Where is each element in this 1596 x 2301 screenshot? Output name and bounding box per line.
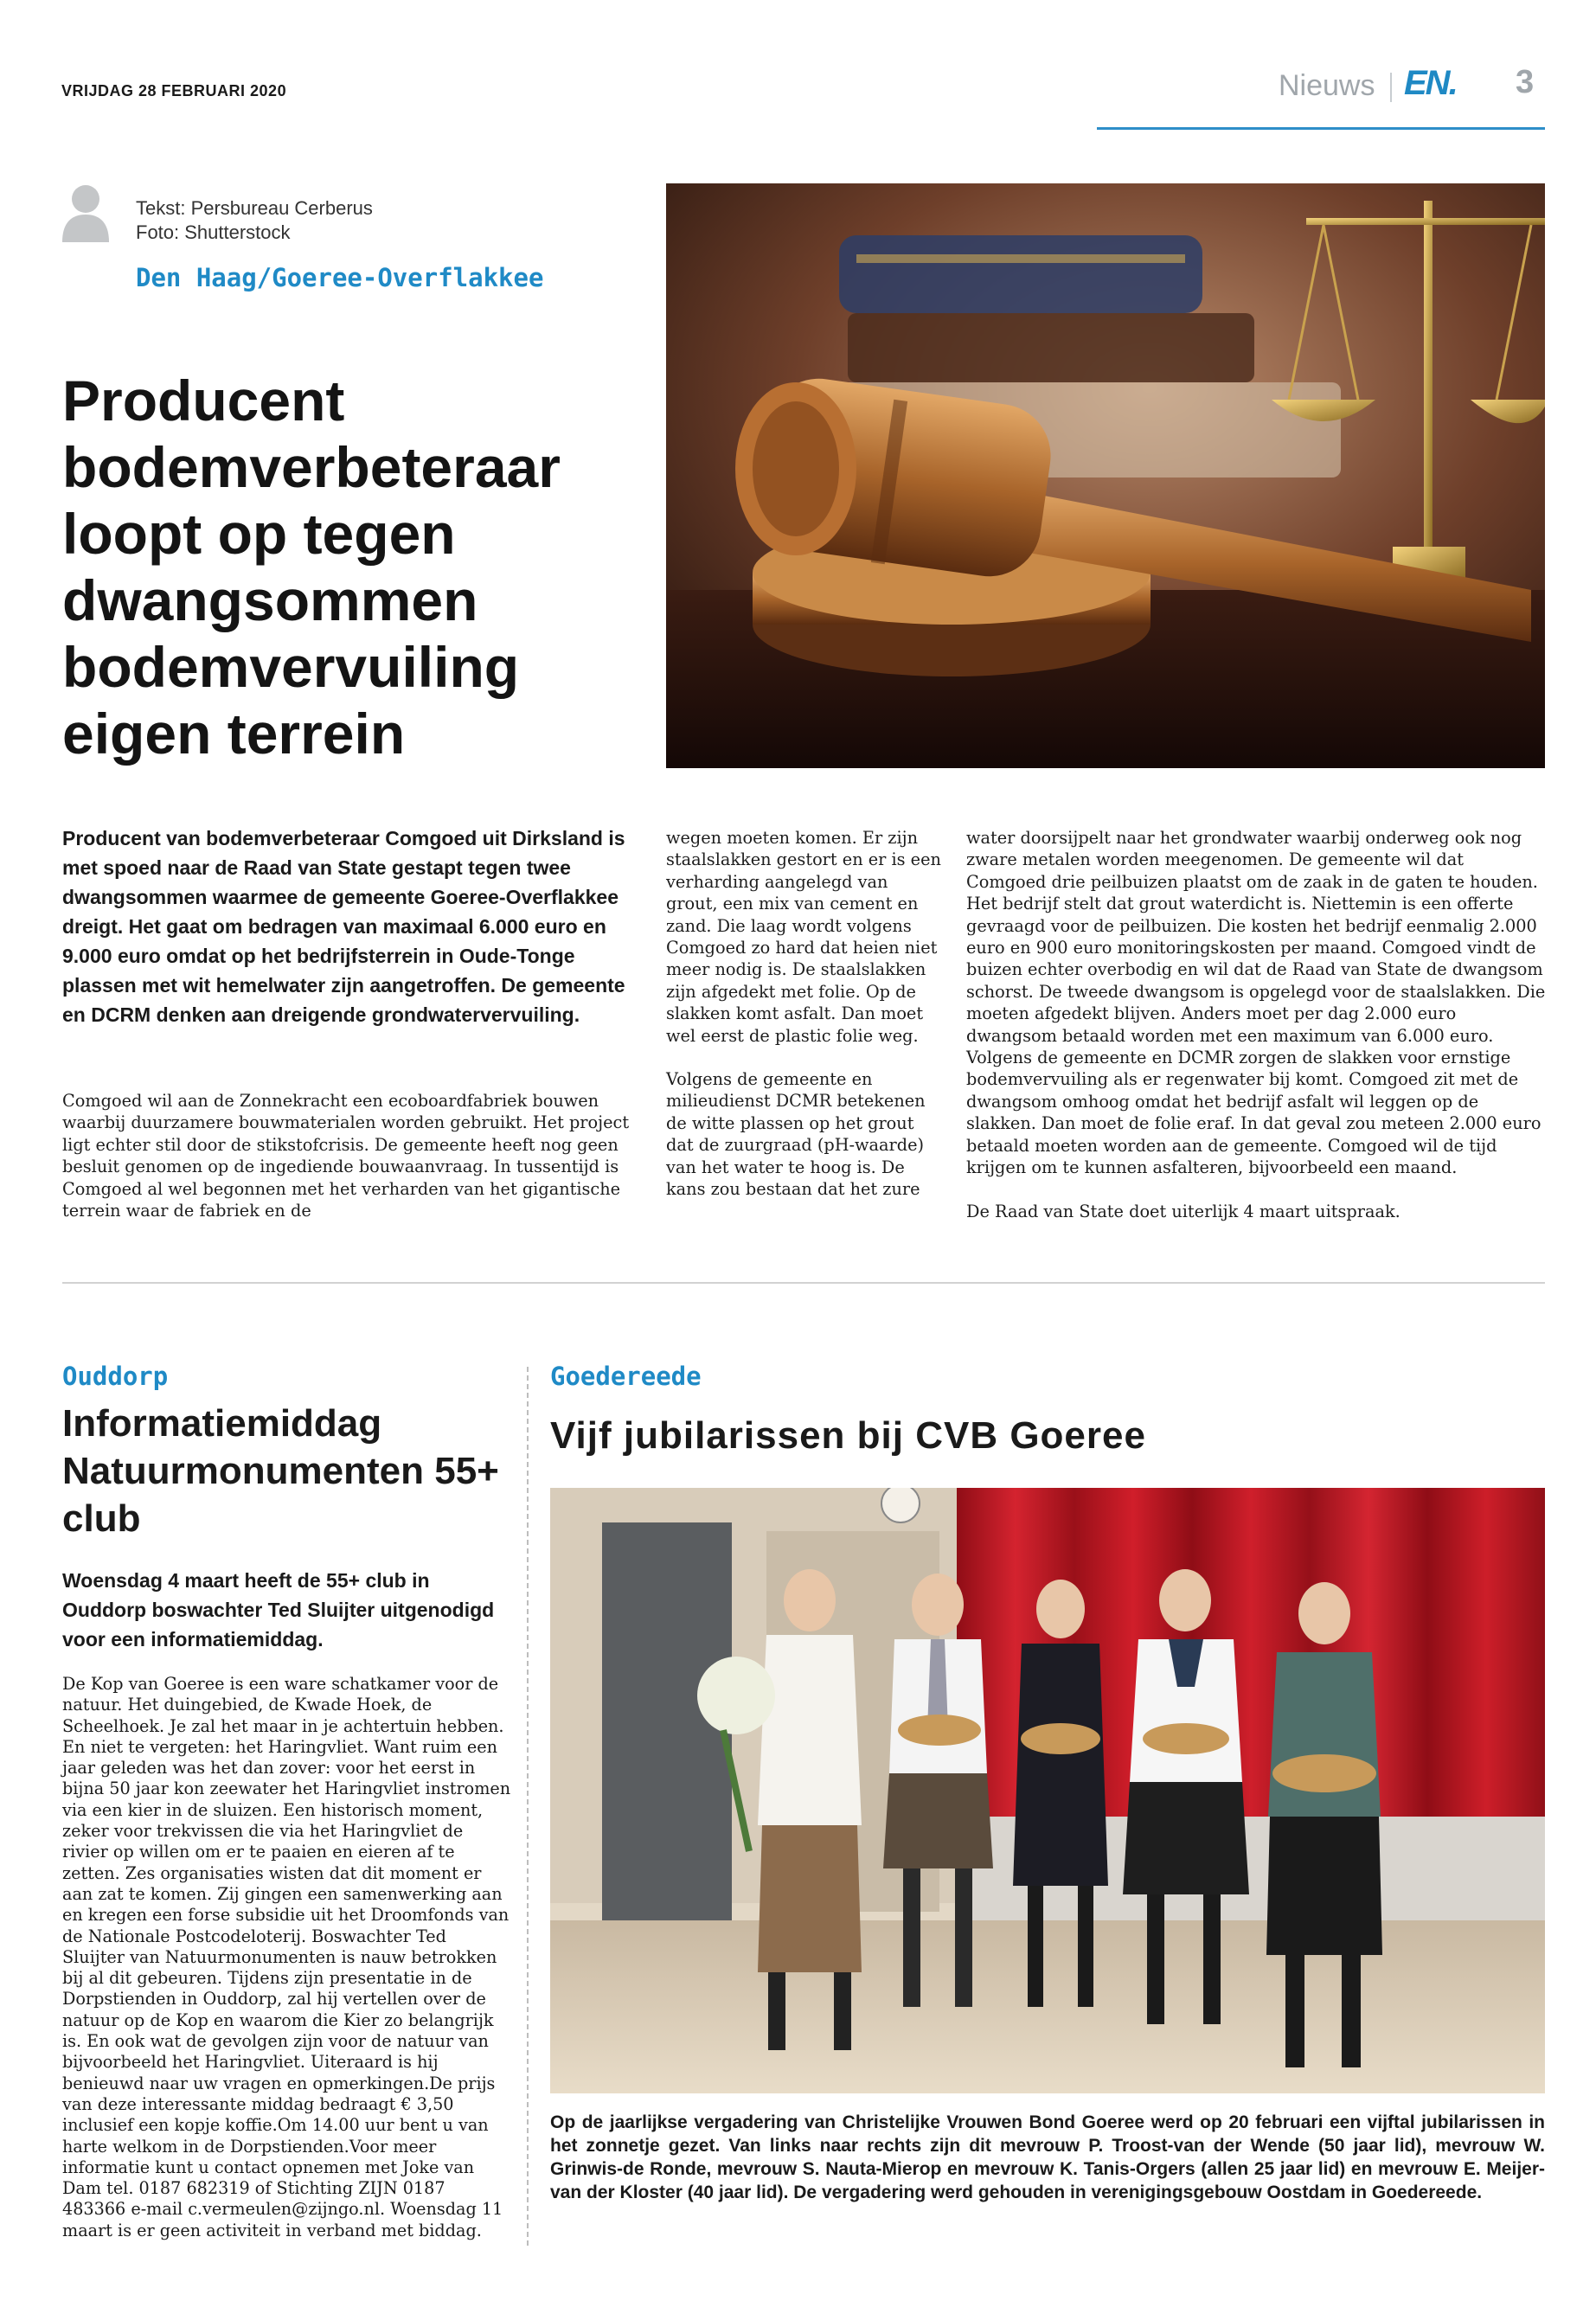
header-divider [1390, 73, 1392, 102]
issue-date: VRIJDAG 28 FEBRUARI 2020 [61, 82, 287, 99]
paragraph: Volgens de gemeente en milieudienst DCMR betekenen de witte plassen op het grout dat de zuurgraad (pH-waarde) van het water te hoog is. De kans zou bestaan dat het zure [666, 1069, 926, 1200]
article-lead: Woensdag 4 maart heeft de 55+ club in Ouddorp boswachter Ted Sluijter uitgenodigd voor een informatiemiddag. [62, 1569, 495, 1650]
paragraph: De Raad van State doet uiterlijk 4 maart uitspraak. [966, 1201, 1401, 1221]
paragraph: Comgoed wil aan de Zonnekracht een ecoboardfabriek bouwen waarbij duurzamere bouwmaterialen worden gebruikt. Het project ligt echter stil door de stikstofcrisis. De gemeente heeft nog geen besluit genomen op de ingediende bouwaanvraag. In tussentijd is Comgoed al wel begonnen met het verharden van het gigantische terrein waar de fabriek en de [62, 1091, 630, 1221]
gavel-photo [666, 183, 1545, 768]
brand-logo[interactable]: EN. [1404, 64, 1457, 102]
article-column-1 [62, 1090, 642, 1243]
article-column-2 [666, 827, 941, 1222]
article-lead: Producent van bodemverbeteraar Comgoed uit Dirksland is met spoed naar de Raad van State gestapt tegen twee dwangsommen waarmee de gemeente Goeree-Overflakkee dreigt. Het gaat om bedragen van maximaal 6.000 euro en 9.000 euro omdat op het bedrijfsterrein in Oude-Tonge plassen met wit hemelwater zijn aangetroffen. De gemeente en DCRM denken aan dreigende grondwatervervuiling. [62, 827, 625, 1026]
section-label[interactable]: Nieuws [1279, 69, 1375, 102]
article-headline[interactable]: Producent bodemverbeteraar loopt op tegen dwangsommen bodemvervuiling eigen terrein [62, 369, 561, 766]
paragraph: water doorsijpelt naar het grondwater waarbij onderweg ook nog zware metalen worden meegenomen. De gemeente wil dat Comgoed drie peilbuizen plaatst om de zaak in de gaten te houden. Het bedrijf stelt dat grout waterdicht is. Niettemin is een offerte gevraagd voor de peilbuizen. Die kosten het bedrijf eenmalig 2.000 euro en 900 euro monitoringskosten per maand. Comgoed vindt de buizen echter overbodig en wil dat de Raad van State de dwangsom schorst. De tweede dwangsom is opgelegd voor de staalslakken. Die moeten afgedekt blijven. Anders moet per dag 2.000 euro dwangsom betaald worden met een maximum van 6.000 euro. Volgens de gemeente en DCMR zorgen de slakken voor ernstige bodemvervuiling als er regenwater bij komt. Comgoed zit met de dwangsom omhoog omdat het bedrijf asfalt wil leggen op de slakken. Dan moet de folie eraf. In dat geval zou meteen 2.000 euro betaald moeten worden aan de gemeente. Comgoed wil de tijd krijgen om te kunnen asfalteren, bijvoorbeeld een maand. [966, 828, 1546, 1178]
article-headline[interactable]: Informatiemiddag Natuurmonumenten 55+ club [62, 1402, 499, 1540]
article-location[interactable]: Ouddorp [62, 1362, 169, 1391]
article-location[interactable]: Goedereede [550, 1362, 702, 1391]
article-column-3 [966, 827, 1546, 1244]
jubilarissen-photo [550, 1488, 1545, 2093]
article-location[interactable]: Den Haag/Goeree-Overflakkee [136, 263, 544, 292]
column-divider [527, 1367, 529, 2246]
byline [136, 196, 373, 245]
photo-caption: Op de jaarlijkse vergadering van Christelijke Vrouwen Bond Goeree werd op 20 februari een vijftal jubilarissen in het zonnetje gezet. Van links naar rechts zijn dit mevrouw P. Troost-van der Wende (50 jaar lid), mevrouw W. Grinwis-de Ronde, mevrouw S. Nauta-Mierop en mevrouw K. Tanis-Orgers (allen 25 jaar lid) en mevrouw E. Meijer-van der Kloster (40 jaar lid). De vergadering werd gehouden in verenigingsgebouw Oostdam in Goedereede. [550, 2112, 1545, 2202]
article-headline[interactable]: Vijf jubilarissen bij CVB Goeree [550, 1414, 1146, 1457]
author-avatar-icon [61, 183, 111, 242]
header-rule [1097, 127, 1545, 130]
page-number: 3 [1516, 64, 1535, 100]
section-divider [62, 1282, 1545, 1284]
article-body: De Kop van Goeree is een ware schatkamer voor de natuur. Het duingebied, de Kwade Hoek, de Scheelhoek. Je zal het maar in je achtertuin hebben. En niet te vergeten: het Haringvliet. Want ruim een jaar geleden was het dan zover: voor het eerst in bijna 50 jaar kon zeewater het Haringvliet instromen via een kier in de sluizen. Een historisch moment, zeker voor trekvissen die via het Haringvliet de rivier op willen om er te paaien en eieren af te zetten. Zes organisaties wisten dat dit moment er aan zat te komen. Zij gingen een samenwerking aan en kregen een forse subsidie uit het Droomfonds van de Nationale Postcodeloterij. Boswachter Ted Sluijter van Natuurmonumenten is nauw betrokken bij al dit gebeuren. Tijdens zijn presentatie in de Dorpstienden in Ouddorp, zal hij vertellen over de natuur op de Kop en waarom die Kier zo belangrijk is. En ook wat de gevolgen zijn voor de natuur van bijvoorbeeld het Haringvliet. Uiteraard is hij benieuwd naar uw vragen en opmerkingen.De prijs van deze interessante middag bedraagt € 3,50 inclusief een kopje koffie.Om 14.00 uur bent u van harte welkom in de Dorpstienden.Voor meer informatie kunt u contact opnemen met Joke van Dam tel. 0187 682319 of Stichting ZIJN 0187 483366 e-mail c.vermeulen@zijngo.nl. Woensdag 11 maart is er geen activiteit in verband met biddag. [62, 1674, 511, 2240]
byline-photo: Foto: Shutterstock [136, 221, 291, 243]
paragraph: wegen moeten komen. Er zijn staalslakken gestort en er is een verharding aangelegd van grout, een mix van cement en zand. Die laag wordt volgens Comgoed zo hard dat heien niet meer nodig is. De staalslakken zijn afgedekt met folie. Op de slakken komt asfalt. Dan moet wel eerst de plastic folie weg. [666, 828, 941, 1046]
byline-text: Tekst: Persbureau Cerberus [136, 197, 373, 219]
